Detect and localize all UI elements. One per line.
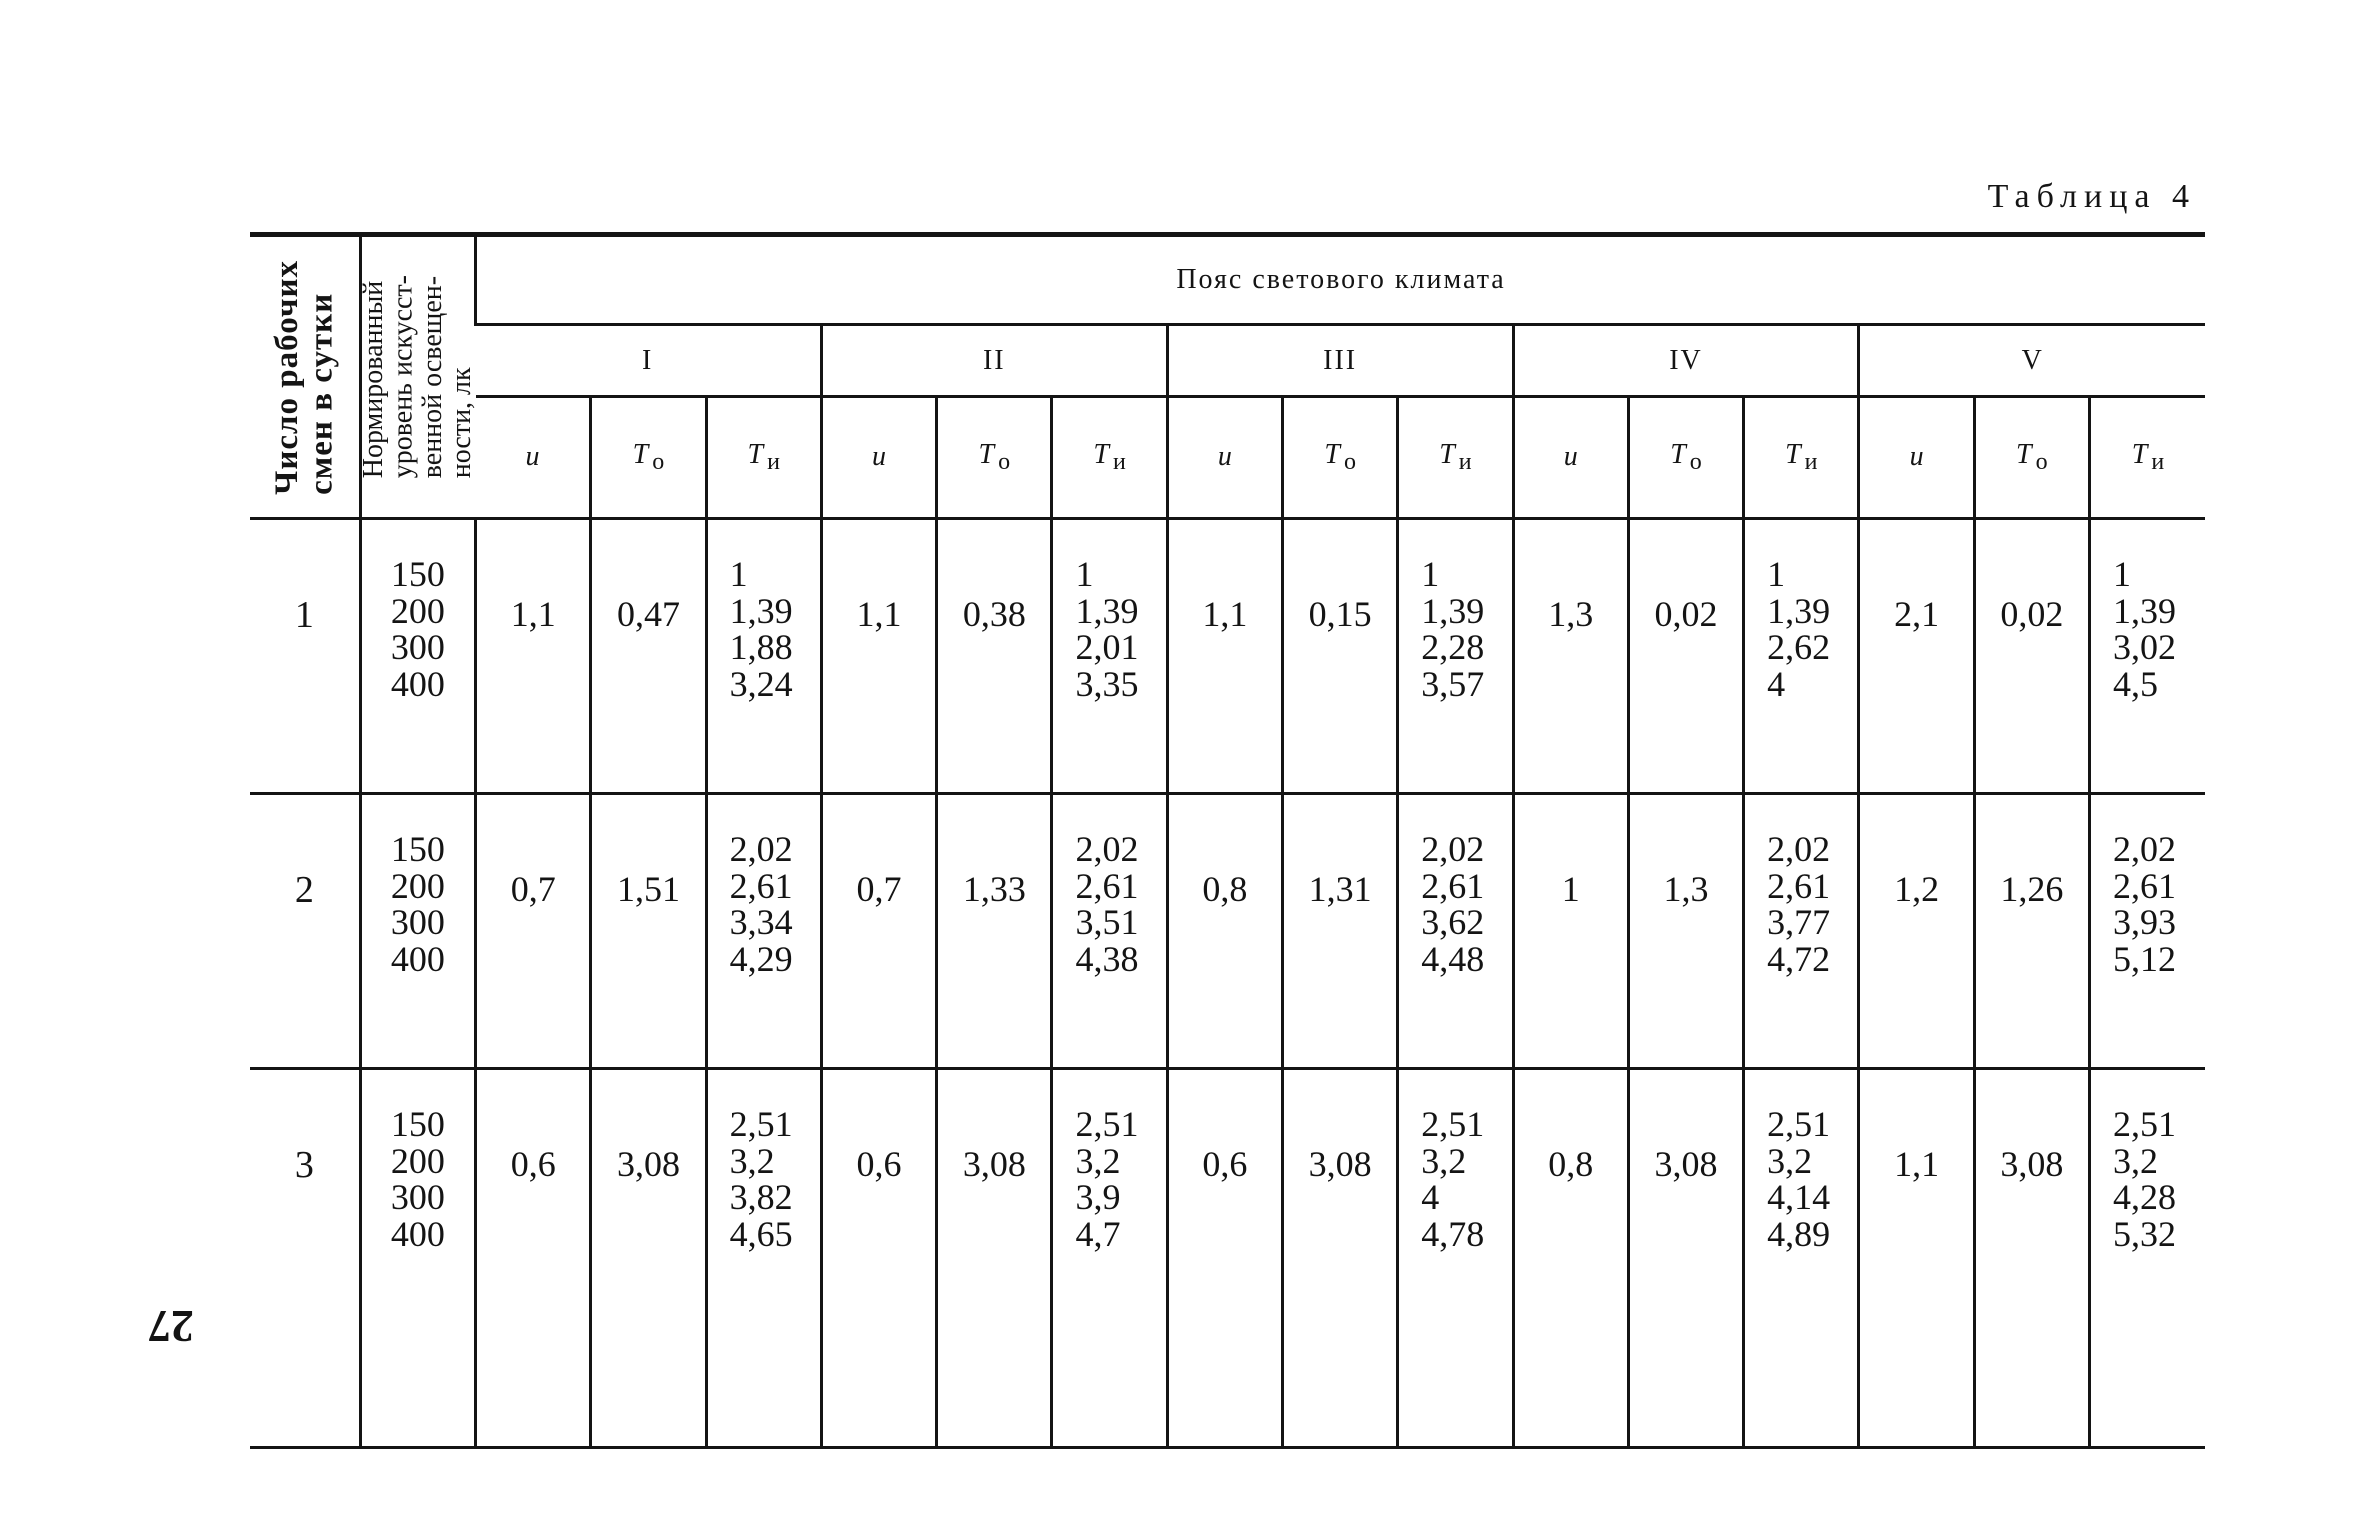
cell-to: 0,47 xyxy=(591,519,706,794)
symbol-t: T xyxy=(1785,438,1801,470)
ti-value: 3,9 xyxy=(1075,1177,1121,1218)
cell-ti xyxy=(1744,1069,1859,1448)
ti-value: 4,7 xyxy=(1075,1214,1121,1255)
ti-value: 3,77 xyxy=(1767,902,1831,943)
ti-value: 2,61 xyxy=(2112,865,2176,906)
ti-value: 4,65 xyxy=(729,1214,793,1255)
ti-value: 3,2 xyxy=(1767,1140,1813,1181)
cell-u: 0,7 xyxy=(476,794,591,1069)
ti-value: 2,51 xyxy=(729,1104,793,1144)
cell-ti xyxy=(706,794,821,1069)
ti-value: 1,39 xyxy=(1767,590,1831,631)
cell-shifts: 2 xyxy=(250,794,360,1069)
ti-value: 2,02 xyxy=(1421,829,1485,869)
symbol-t: T xyxy=(2131,438,2148,470)
symbol-subscript: о xyxy=(1343,448,1356,475)
ti-value: 4,14 xyxy=(1767,1177,1831,1218)
cell-to: 0,38 xyxy=(937,519,1052,794)
norm-level-value: 200 xyxy=(390,865,445,906)
ti-value: 3,51 xyxy=(1075,902,1139,943)
cell-ti xyxy=(1052,519,1167,794)
light-climate-table xyxy=(250,232,2205,1449)
header-ti-zone-2 xyxy=(1052,396,1167,518)
header-to-zone-1 xyxy=(591,396,706,518)
header-ti-zone-4 xyxy=(1744,396,1859,518)
ti-value: 3,57 xyxy=(1421,664,1485,705)
ti-value: 4 xyxy=(1421,1177,1440,1218)
header-u-zone-2 xyxy=(821,396,936,518)
ti-value: 1 xyxy=(1767,554,1786,594)
ti-value: 3,34 xyxy=(729,902,793,943)
cell-ti xyxy=(706,519,821,794)
ti-value: 2,61 xyxy=(1421,865,1485,906)
ti-value: 4,78 xyxy=(1421,1214,1485,1255)
cell-u: 0,6 xyxy=(476,1069,591,1448)
symbol-subscript: и xyxy=(767,448,780,475)
cell-u: 2,1 xyxy=(1859,519,1974,794)
cell-ti xyxy=(1398,794,1513,1069)
cell-ti xyxy=(1052,1069,1167,1448)
symbol-subscript: о xyxy=(998,448,1011,475)
cell-shifts: 1 xyxy=(250,519,360,794)
ti-value: 3,02 xyxy=(2112,627,2176,668)
cell-u: 1 xyxy=(1513,794,1628,1069)
ti-value: 3,2 xyxy=(1075,1140,1121,1181)
ti-value: 2,02 xyxy=(1767,829,1831,869)
ti-value: 4 xyxy=(1767,664,1786,705)
header-u-zone-3 xyxy=(1167,396,1282,518)
ti-value: 2,61 xyxy=(729,865,793,906)
cell-u: 0,6 xyxy=(821,1069,936,1448)
ti-value: 2,62 xyxy=(1767,627,1831,668)
header-to-zone-5 xyxy=(1974,396,2089,518)
header-norm-level-label: Нормированный уровень искусст- венной освещен- ности, лк xyxy=(358,275,478,479)
cell-to: 3,08 xyxy=(591,1069,706,1448)
norm-level-value: 300 xyxy=(390,1177,445,1218)
header-ti-zone-3 xyxy=(1398,396,1513,518)
cell-to: 1,33 xyxy=(937,794,1052,1069)
symbol-t: T xyxy=(2016,438,2032,470)
table-caption: Таблица 4 xyxy=(1987,178,2196,215)
cell-u: 0,8 xyxy=(1167,794,1282,1069)
symbol-t: T xyxy=(747,438,764,470)
ti-value: 2,61 xyxy=(1767,865,1831,906)
norm-level-value: 150 xyxy=(390,829,445,869)
symbol-u: u xyxy=(872,441,887,473)
cell-to: 3,08 xyxy=(937,1069,1052,1448)
symbol-subscript: и xyxy=(1458,448,1472,475)
ti-value: 3,2 xyxy=(2112,1140,2158,1181)
table-row xyxy=(250,519,2205,794)
norm-level-value: 400 xyxy=(390,1214,445,1255)
ti-value: 1,39 xyxy=(2112,590,2176,631)
norm-level-value: 200 xyxy=(390,590,445,631)
symbol-t: T xyxy=(1439,438,1455,470)
symbol-t: T xyxy=(1093,438,1109,470)
ti-value: 1 xyxy=(1075,554,1094,594)
ti-value: 3,93 xyxy=(2112,902,2176,943)
symbol-u: u xyxy=(1563,441,1578,473)
header-u-zone-4 xyxy=(1513,396,1628,518)
header-shifts xyxy=(250,235,360,519)
symbol-u: u xyxy=(525,441,540,473)
ti-value: 4,38 xyxy=(1075,939,1139,980)
ti-value: 3,82 xyxy=(729,1177,793,1218)
cell-ti xyxy=(1398,1069,1513,1448)
header-to-zone-2 xyxy=(937,396,1052,518)
ti-value: 1 xyxy=(1421,554,1440,594)
symbol-subscript: о xyxy=(2035,448,2048,475)
ti-value: 4,89 xyxy=(1767,1214,1831,1255)
symbol-subscript: о xyxy=(652,448,665,475)
norm-level-value: 150 xyxy=(390,554,445,594)
ti-value: 1 xyxy=(729,554,748,594)
cell-to: 1,51 xyxy=(591,794,706,1069)
header-zone-1: I xyxy=(476,325,822,397)
header-zone-2: II xyxy=(821,325,1167,397)
cell-to: 0,15 xyxy=(1283,519,1398,794)
header-to-zone-3 xyxy=(1283,396,1398,518)
cell-to: 1,3 xyxy=(1628,794,1743,1069)
cell-to: 0,02 xyxy=(1974,519,2089,794)
cell-u: 0,8 xyxy=(1513,1069,1628,1448)
header-u-zone-5 xyxy=(1859,396,1974,518)
symbol-t: T xyxy=(632,438,649,470)
cell-ti xyxy=(2089,1069,2205,1448)
norm-level-value: 150 xyxy=(390,1104,445,1144)
symbol-t: T xyxy=(978,438,995,470)
symbol-t: T xyxy=(1670,438,1686,470)
ti-value: 2,02 xyxy=(729,829,793,869)
symbol-subscript: и xyxy=(1804,448,1818,475)
cell-u: 1,1 xyxy=(1859,1069,1974,1448)
table-row xyxy=(250,1069,2205,1448)
ti-value: 2,61 xyxy=(1075,865,1139,906)
ti-value: 4,5 xyxy=(2112,664,2158,705)
header-to-zone-4 xyxy=(1628,396,1743,518)
cell-ti xyxy=(1052,794,1167,1069)
norm-level-value: 400 xyxy=(390,939,445,980)
page-number: 27 xyxy=(148,1301,194,1352)
symbol-subscript: и xyxy=(1112,448,1126,475)
ti-value: 3,2 xyxy=(1421,1140,1467,1181)
cell-u: 0,6 xyxy=(1167,1069,1282,1448)
ti-value: 3,24 xyxy=(729,664,793,705)
ti-value: 2,51 xyxy=(1767,1104,1831,1144)
norm-level-value: 300 xyxy=(390,627,445,668)
header-shifts-label: Число рабочих смен в сутки xyxy=(268,259,340,495)
ti-value: 2,01 xyxy=(1075,627,1139,668)
ti-value: 3,2 xyxy=(729,1140,775,1181)
ti-value: 5,32 xyxy=(2112,1214,2176,1255)
cell-ti xyxy=(2089,519,2205,794)
ti-value: 1,39 xyxy=(1075,590,1139,631)
cell-u: 1,1 xyxy=(1167,519,1282,794)
ti-value: 1,39 xyxy=(1421,590,1485,631)
header-zone-3: III xyxy=(1167,325,1513,397)
ti-value: 1,88 xyxy=(729,627,793,668)
cell-u: 1,3 xyxy=(1513,519,1628,794)
header-ti-zone-1 xyxy=(706,396,821,518)
ti-value: 4,48 xyxy=(1421,939,1485,980)
cell-ti xyxy=(1744,794,1859,1069)
cell-norm-levels xyxy=(360,519,475,794)
symbol-subscript: и xyxy=(2151,448,2165,475)
cell-u: 1,1 xyxy=(821,519,936,794)
cell-ti xyxy=(1744,519,1859,794)
ti-value: 4,29 xyxy=(729,939,793,980)
header-ti-zone-5 xyxy=(2089,396,2205,518)
ti-value: 2,02 xyxy=(2112,829,2176,869)
cell-to: 1,26 xyxy=(1974,794,2089,1069)
norm-level-value: 400 xyxy=(390,664,445,705)
ti-value: 3,62 xyxy=(1421,902,1485,943)
ti-value: 2,51 xyxy=(1421,1104,1485,1144)
cell-to: 1,31 xyxy=(1283,794,1398,1069)
symbol-subscript: о xyxy=(1689,448,1702,475)
cell-to: 0,02 xyxy=(1628,519,1743,794)
ti-value: 2,51 xyxy=(1075,1104,1139,1144)
header-zone-4: IV xyxy=(1513,325,1859,397)
ti-value: 3,35 xyxy=(1075,664,1139,705)
symbol-t: T xyxy=(1324,438,1340,470)
ti-value: 5,12 xyxy=(2112,939,2176,980)
symbol-u: u xyxy=(1909,441,1924,473)
ti-value: 4,28 xyxy=(2112,1177,2176,1218)
cell-ti xyxy=(2089,794,2205,1069)
cell-to: 3,08 xyxy=(1628,1069,1743,1448)
table-row xyxy=(250,794,2205,1069)
norm-level-value: 200 xyxy=(390,1140,445,1181)
ti-value: 1 xyxy=(2112,554,2131,594)
cell-u: 1,1 xyxy=(476,519,591,794)
cell-u: 0,7 xyxy=(821,794,936,1069)
ti-value: 2,02 xyxy=(1075,829,1139,869)
ti-value: 1,39 xyxy=(729,590,793,631)
cell-to: 3,08 xyxy=(1974,1069,2089,1448)
cell-to: 3,08 xyxy=(1283,1069,1398,1448)
ti-value: 4,72 xyxy=(1767,939,1831,980)
header-light-climate-belt: Пояс светового климата xyxy=(476,235,2205,325)
header-norm-level xyxy=(358,235,478,519)
ti-value: 2,28 xyxy=(1421,627,1485,668)
cell-shifts: 3 xyxy=(294,1144,314,1186)
cell-u: 1,2 xyxy=(1859,794,1974,1069)
header-zone-5: V xyxy=(1859,325,2205,397)
ti-value: 2,51 xyxy=(2112,1104,2176,1144)
cell-ti xyxy=(1398,519,1513,794)
header-u-zone-1 xyxy=(476,396,591,518)
cell-norm-levels xyxy=(360,794,475,1069)
cell-norm-levels xyxy=(360,1069,475,1448)
symbol-u: u xyxy=(1217,441,1232,473)
norm-level-value: 300 xyxy=(390,902,445,943)
cell-ti xyxy=(706,1069,821,1448)
